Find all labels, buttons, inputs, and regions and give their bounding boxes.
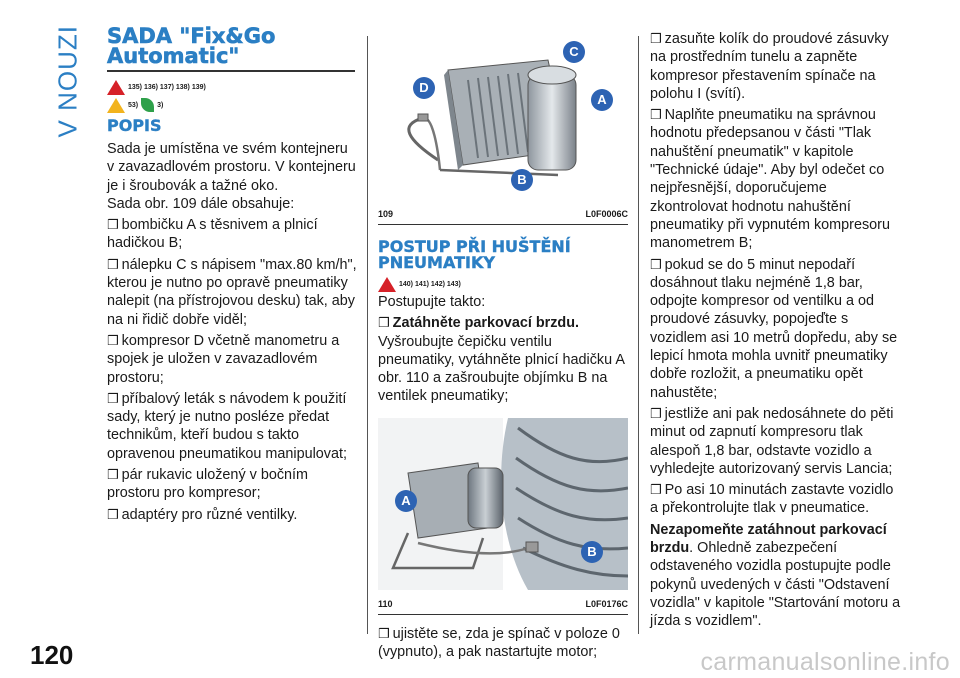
section-heading: POSTUP PŘI HUŠTĚNÍ PNEUMATIKY bbox=[378, 237, 571, 272]
list-item: ❒ adaptéry pro různé ventilky. bbox=[107, 506, 357, 524]
column-2 bbox=[378, 30, 628, 661]
step-text: ❒ ujistěte se, zda je spínač v poloze 0 (vypnuto), a pak nastartujte motor; bbox=[378, 625, 628, 662]
callout-c: C bbox=[569, 44, 579, 59]
figure-caption: 110 L0F0176C bbox=[378, 598, 628, 609]
list-item: ❒ příbalový leták s návodem k použití sady, který je nutno posléze předat technikům, kteří budou s takto opravenou pneumatikou manipulovat; bbox=[107, 390, 357, 463]
environment-leaf-icon bbox=[141, 98, 154, 112]
section-tab: V NOUZI bbox=[52, 25, 83, 138]
warning-triangle-icon bbox=[378, 277, 396, 292]
list-item: ❒ pár rukavic uložený v bočním prostoru pro kompresor; bbox=[107, 466, 357, 503]
column-divider bbox=[367, 36, 368, 634]
step-text: Vyšroubujte čepičku ventilu pneumatiky, vytáhněte plnicí hadičku A obr. 110 a zašroubujte objímku B na ventilek pneumatiky; bbox=[378, 333, 625, 405]
list-item: ❒ nálepku C s nápisem "max.80 km/h", kterou je nutno po opravě pneumatiky nalepit (na přístrojovou desku) tak, aby na ni řidič dobře viděl; bbox=[107, 256, 357, 329]
section-title: SADA "Fix&Go Automatic" bbox=[107, 24, 276, 68]
intro-text-2: Sada obr. 109 dále obsahuje: bbox=[107, 195, 295, 212]
page-number: 120 bbox=[30, 640, 74, 670]
subheading-popis: POPIS bbox=[107, 116, 162, 135]
figure-109 bbox=[378, 30, 628, 225]
compressor-kit-illustration bbox=[378, 30, 628, 200]
column-1 bbox=[107, 26, 357, 524]
callout-a: A bbox=[597, 92, 607, 107]
callout-b: B bbox=[587, 543, 597, 559]
note-refs: 53) 3) bbox=[107, 96, 357, 114]
figure-caption: 109 L0F0006C bbox=[378, 209, 628, 219]
final-note: Nezapomeňte zatáhnout parkovací brzdu. Ohledně zabezpečení odstaveného vozidla postupujte podle pokynů uvedených v části "Odstavení vozidla" v kapitole "Startování motoru a jízda s vozidlem". bbox=[650, 521, 901, 630]
list-item: ❒ kompresor D včetně manometru a spojek je uložen v zavazadlovém prostoru; bbox=[107, 332, 357, 387]
caution-triangle-icon bbox=[107, 98, 125, 113]
step-heading: ❒ Zatáhněte parkovací brzdu. bbox=[378, 314, 628, 332]
list-item: ❒ zasuňte kolík do proudové zásuvky na prostředním tunelu a zapněte kompresor přestavením spínače na polohu I (svítí). bbox=[650, 30, 902, 103]
lead-text: Postupujte takto: bbox=[378, 294, 486, 310]
watermark: carmanualsonline.info bbox=[700, 648, 950, 676]
list-item: ❒ Naplňte pneumatiku na správnou hodnotu předepsanou v části "Tlak nahuštění pneumatik" v kapitole "Technické údaje". Aby byl odečet co nejpřesnější, doporučujeme zkontrolovat hodnotu nahuštění pneumatiky při vypnutém kompresoru manometrem B; bbox=[650, 106, 902, 252]
figure-110 bbox=[378, 418, 628, 615]
tire-inflation-illustration bbox=[378, 418, 628, 590]
list-item: ❒ pokud se do 5 minut nepodaří dosáhnout tlaku nejméně 1,8 bar, odpojte kompresor od ventilku a od proudové zásuvky, popojeďte s vozidlem asi 10 metrů dopředu, aby se lepicí hmota mohla uvnitř pneumatiky dobře rozložit, a pneumatiku opět nahustěte; bbox=[650, 256, 902, 402]
warning-refs: 135) 136) 137) 138) 139) bbox=[107, 78, 357, 96]
warning-refs: 140) 141) 142) 143) bbox=[378, 275, 628, 293]
title-rule bbox=[107, 70, 355, 72]
intro-text: Sada je umístěna ve svém kontejneru v zavazadlovém prostoru. V kontejneru je i šroubovák a tažné oko. bbox=[107, 141, 356, 194]
column-divider bbox=[638, 36, 639, 634]
warning-triangle-icon bbox=[107, 80, 125, 95]
callout-d: D bbox=[419, 80, 429, 95]
list-item: ❒ jestliže ani pak nedosáhnete do pěti minut od zapnutí kompresoru tlak alespoň 1,8 bar, odstavte vozidlo a vyhledejte autorizovaný servis Lancia; bbox=[650, 405, 902, 478]
list-item: ❒ Po asi 10 minutách zastavte vozidlo a překontrolujte tlak v pneumatice. bbox=[650, 481, 902, 518]
callout-a: A bbox=[401, 492, 411, 508]
callout-b: B bbox=[517, 172, 527, 187]
column-3 bbox=[650, 30, 902, 631]
list-item: ❒ bombičku A s těsnivem a plnicí hadičkou B; bbox=[107, 216, 357, 253]
